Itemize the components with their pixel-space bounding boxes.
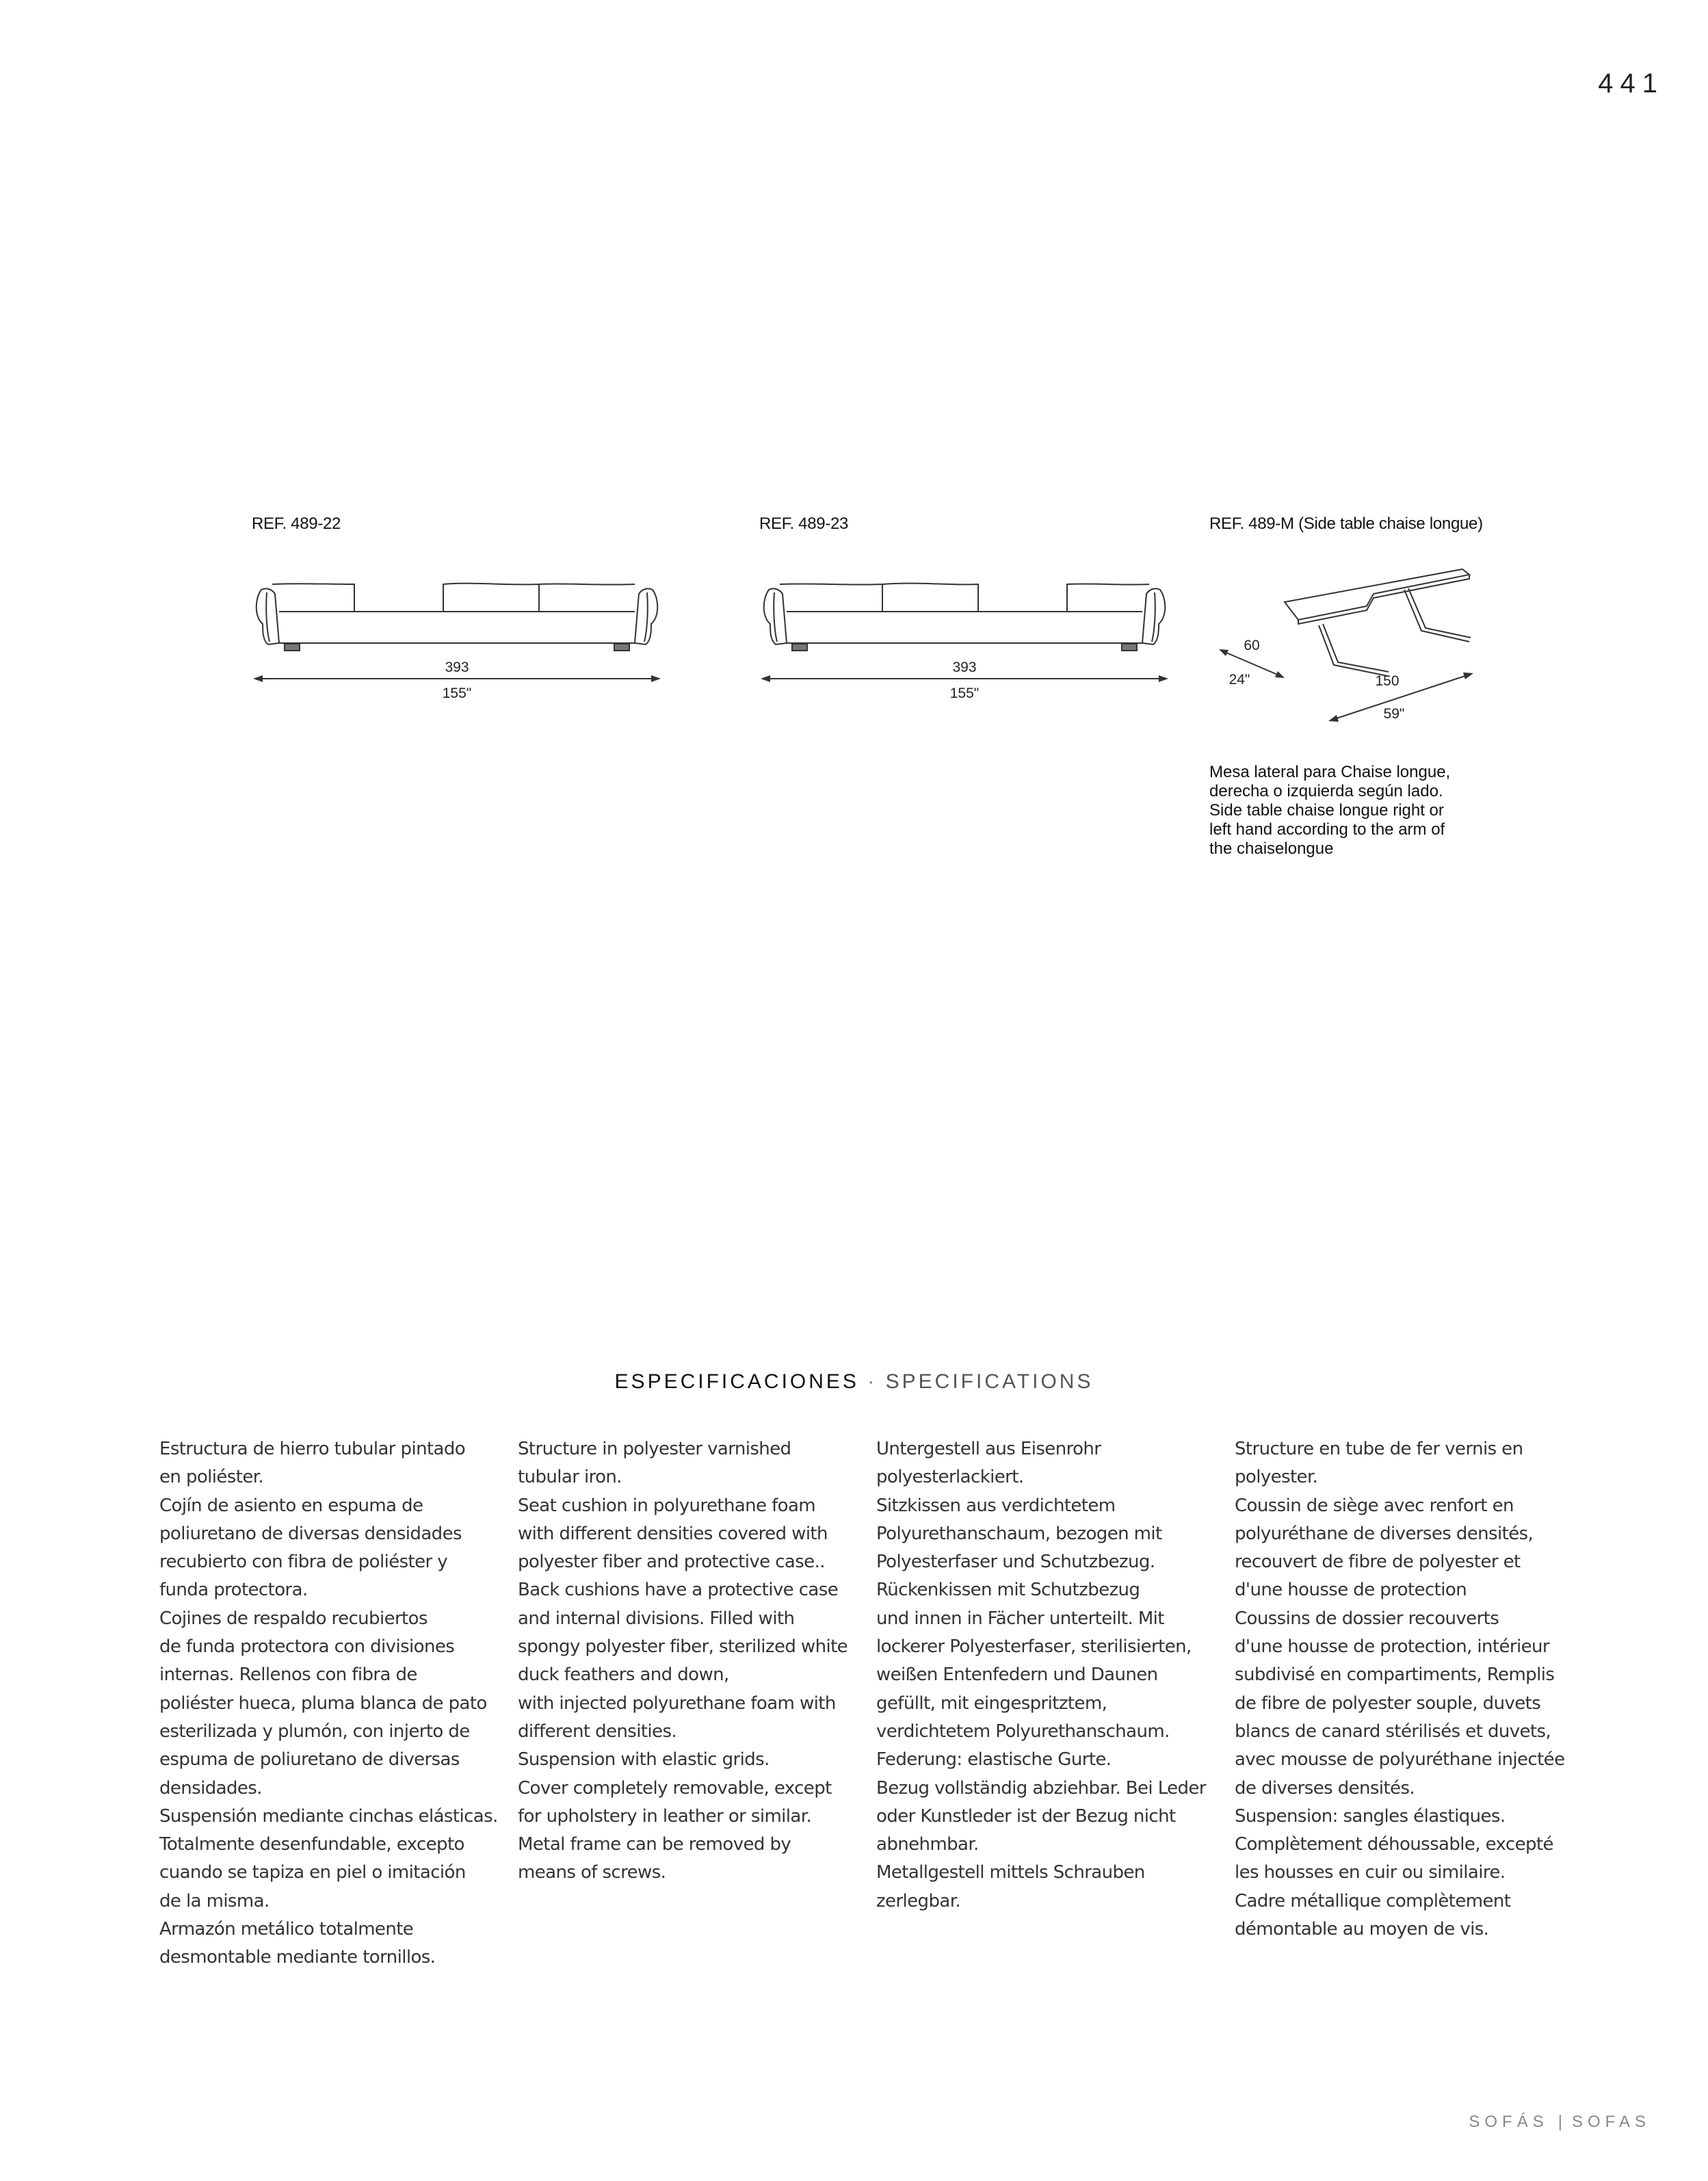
spec-line: Rückenkissen mit Schutzbezug bbox=[876, 1580, 1140, 1601]
spec-line: en poliéster. bbox=[159, 1467, 264, 1488]
spec-line: internas. Rellenos con fibra de bbox=[159, 1664, 417, 1686]
page-number: 441 bbox=[1598, 68, 1664, 99]
spec-line: tubular iron. bbox=[518, 1467, 622, 1488]
spec-line: Seat cushion in polyurethane foam bbox=[518, 1495, 816, 1516]
spec-line: blancs de canard stérilisés et duvets, bbox=[1235, 1721, 1551, 1742]
side-table-drawing bbox=[1209, 549, 1565, 740]
spec-column-spanish bbox=[159, 1435, 498, 1972]
spec-line: esterilizada y plumón, con injerto de bbox=[159, 1721, 470, 1742]
spec-line: gefüllt, mit eingespritztem, bbox=[876, 1693, 1107, 1714]
spec-line: Coussins de dossier recouverts bbox=[1235, 1608, 1499, 1629]
spec-line: Polyesterfaser und Schutzbezug. bbox=[876, 1552, 1155, 1573]
spec-line: cuando se tapiza en piel o imitación bbox=[159, 1862, 466, 1883]
spec-line: Polyurethanschaum, bezogen mit bbox=[876, 1523, 1162, 1544]
footer-section-label bbox=[1469, 2113, 1651, 2132]
spec-line: Totalmente desenfundable, excepto bbox=[159, 1834, 464, 1855]
dimension-arrow bbox=[1219, 649, 1229, 656]
spec-line: Estructura de hierro tubular pintado bbox=[159, 1439, 466, 1459]
dimension-arrow bbox=[253, 675, 263, 682]
dimension-arrow bbox=[761, 675, 770, 682]
dimension-arrow bbox=[651, 675, 661, 682]
spec-line: Complètement déhoussable, excepté bbox=[1235, 1834, 1553, 1855]
spec-line: démontable au moyen de vis. bbox=[1235, 1919, 1489, 1940]
spec-line: recouvert de fibre de polyester et bbox=[1235, 1552, 1521, 1573]
spec-line: Cojines de respaldo recubiertos bbox=[159, 1608, 428, 1629]
spec-line: Suspensión mediante cinchas elásticas. bbox=[159, 1805, 498, 1827]
spec-line: Suspension: sangles élastiques. bbox=[1235, 1805, 1506, 1827]
spec-column-german bbox=[876, 1435, 1215, 1916]
footer-label-es: SOFÁS bbox=[1469, 2113, 1549, 2131]
spec-line: poliuretano de diversas densidades bbox=[159, 1523, 462, 1544]
sofa-489-23-drawing bbox=[759, 549, 1170, 713]
sofa-back-cushion bbox=[1067, 584, 1149, 612]
note-line: Side table chaise longue right or bbox=[1209, 801, 1444, 820]
width-inches: 59" bbox=[1383, 706, 1405, 722]
spec-title-es: ESPECIFICACIONES bbox=[614, 1370, 859, 1393]
spec-line: avec mousse de polyuréthane injectée bbox=[1235, 1749, 1565, 1771]
note-line: the chaiselongue bbox=[1209, 839, 1334, 858]
note-line: left hand according to the arm of bbox=[1209, 820, 1445, 839]
dimension-cm: 393 bbox=[952, 659, 977, 675]
spec-line: Cover completely removable, except bbox=[518, 1777, 832, 1799]
note-line: derecha o izquierda según lado. bbox=[1209, 782, 1443, 800]
spec-line: polyesterlackiert. bbox=[876, 1467, 1024, 1488]
ref-label-489-22: REF. 489-22 bbox=[252, 514, 341, 533]
dimension-arrow bbox=[1463, 672, 1473, 679]
depth-inches: 24" bbox=[1229, 672, 1250, 688]
table-leg bbox=[1319, 625, 1387, 676]
spec-line: Metal frame can be removed by bbox=[518, 1834, 791, 1855]
sofa-foot bbox=[614, 644, 629, 651]
spec-line: subdivisé en compartiments, Remplis bbox=[1235, 1664, 1555, 1686]
sofa-back-cushion bbox=[443, 584, 539, 612]
sofa-back-cushion bbox=[272, 584, 354, 612]
sofa-back-cushion bbox=[780, 584, 882, 612]
spec-line: Federung: elastische Gurte. bbox=[876, 1749, 1112, 1771]
dimension-inches: 155" bbox=[442, 685, 472, 701]
specifications-heading bbox=[0, 1370, 1708, 1394]
spec-line: de diverses densités. bbox=[1235, 1777, 1415, 1799]
spec-line: recubierto con fibra de poliéster y bbox=[159, 1552, 448, 1573]
table-leg bbox=[1404, 590, 1469, 642]
spec-line: abnehmbar. bbox=[876, 1834, 979, 1855]
spec-line: Suspension with elastic grids. bbox=[518, 1749, 770, 1771]
spec-line: d'une housse de protection, intérieur bbox=[1235, 1636, 1549, 1658]
note-line: Mesa lateral para Chaise longue, bbox=[1209, 763, 1451, 781]
spec-line: weißen Entenfedern und Daunen bbox=[876, 1664, 1158, 1686]
dimension-inches: 155" bbox=[949, 685, 980, 701]
spec-line: spongy polyester fiber, sterilized white bbox=[518, 1636, 848, 1658]
spec-line: different densities. bbox=[518, 1721, 677, 1742]
spec-line: duck feathers and down, bbox=[518, 1664, 729, 1686]
spec-line: Sitzkissen aus verdichtetem bbox=[876, 1495, 1116, 1516]
spec-line: und innen in Fächer unterteilt. Mit bbox=[876, 1608, 1164, 1629]
spec-line: Structure en tube de fer vernis en bbox=[1235, 1439, 1523, 1459]
spec-line: espuma de poliuretano de diversas bbox=[159, 1749, 460, 1771]
footer-divider: | bbox=[1558, 2113, 1562, 2131]
spec-line: lockerer Polyesterfaser, sterilisierten, bbox=[876, 1636, 1192, 1658]
sofa-foot bbox=[285, 644, 300, 651]
spec-line: means of screws. bbox=[518, 1862, 666, 1883]
spec-title-en: SPECIFICATIONS bbox=[885, 1370, 1094, 1393]
spec-line: with injected polyurethane foam with bbox=[518, 1693, 836, 1714]
spec-line: for upholstery in leather or similar. bbox=[518, 1805, 812, 1827]
spec-line: poliéster hueca, pluma blanca de pato bbox=[159, 1693, 487, 1714]
spec-line: Structure in polyester varnished bbox=[518, 1439, 791, 1459]
side-table-note bbox=[1209, 763, 1524, 859]
spec-line: zerlegbar. bbox=[876, 1890, 961, 1911]
dimension-arrow bbox=[1159, 675, 1168, 682]
spec-line: Bezug vollständig abziehbar. Bei Leder bbox=[876, 1777, 1206, 1799]
spec-title-separator: · bbox=[867, 1370, 878, 1393]
depth-cm: 60 bbox=[1244, 638, 1260, 653]
spec-line: Back cushions have a protective case bbox=[518, 1580, 839, 1601]
spec-line: densidades. bbox=[159, 1777, 262, 1799]
spec-line: Coussin de siège avec renfort en bbox=[1235, 1495, 1514, 1516]
spec-line: verdichtetem Polyurethanschaum. bbox=[876, 1721, 1170, 1742]
spec-line: with different densities covered with bbox=[518, 1523, 828, 1544]
spec-line: Armazón metálico totalmente bbox=[159, 1919, 414, 1940]
product-489-23 bbox=[759, 514, 1156, 701]
spec-line: Untergestell aus Eisenrohr bbox=[876, 1439, 1101, 1459]
ref-label-489-23: REF. 489-23 bbox=[759, 514, 849, 533]
spec-line: Cadre métallique complètement bbox=[1235, 1890, 1511, 1911]
spec-line: de la misma. bbox=[159, 1890, 270, 1911]
spec-line: polyuréthane de diverses densités, bbox=[1235, 1523, 1534, 1544]
spec-column-french bbox=[1235, 1435, 1573, 1944]
product-489-22 bbox=[252, 514, 648, 701]
spec-line: funda protectora. bbox=[159, 1580, 308, 1601]
sofa-foot bbox=[792, 644, 807, 651]
spec-line: polyester fiber and protective case.. bbox=[518, 1552, 825, 1573]
spec-line: les housses en cuir ou similaire. bbox=[1235, 1862, 1506, 1883]
spec-line: de funda protectora con divisiones bbox=[159, 1636, 455, 1658]
spec-line: and internal divisions. Filled with bbox=[518, 1608, 795, 1629]
spec-line: Metallgestell mittels Schrauben bbox=[876, 1862, 1145, 1883]
dimension-arrow bbox=[1328, 715, 1339, 722]
spec-line: polyester. bbox=[1235, 1467, 1318, 1488]
product-489-m bbox=[1209, 514, 1565, 722]
spec-line: d'une housse de protection bbox=[1235, 1580, 1467, 1601]
ref-label-489-m: REF. 489-M (Side table chaise longue) bbox=[1209, 514, 1483, 533]
spec-column-english bbox=[518, 1435, 856, 1888]
footer-label-en: SOFAS bbox=[1571, 2113, 1651, 2131]
table-top bbox=[1285, 569, 1469, 620]
sofa-foot bbox=[1122, 644, 1137, 651]
sofa-back-cushion bbox=[882, 584, 978, 612]
sofa-489-22-drawing bbox=[252, 549, 662, 713]
spec-line: Cojín de asiento en espuma de bbox=[159, 1495, 423, 1516]
spec-line: desmontable mediante tornillos. bbox=[159, 1947, 436, 1968]
spec-line: oder Kunstleder ist der Bezug nicht bbox=[876, 1805, 1176, 1827]
spec-line: de fibre de polyester souple, duvets bbox=[1235, 1693, 1541, 1714]
dimension-cm: 393 bbox=[445, 659, 469, 675]
dimension-arrow bbox=[1275, 671, 1285, 678]
width-cm: 150 bbox=[1375, 673, 1400, 689]
